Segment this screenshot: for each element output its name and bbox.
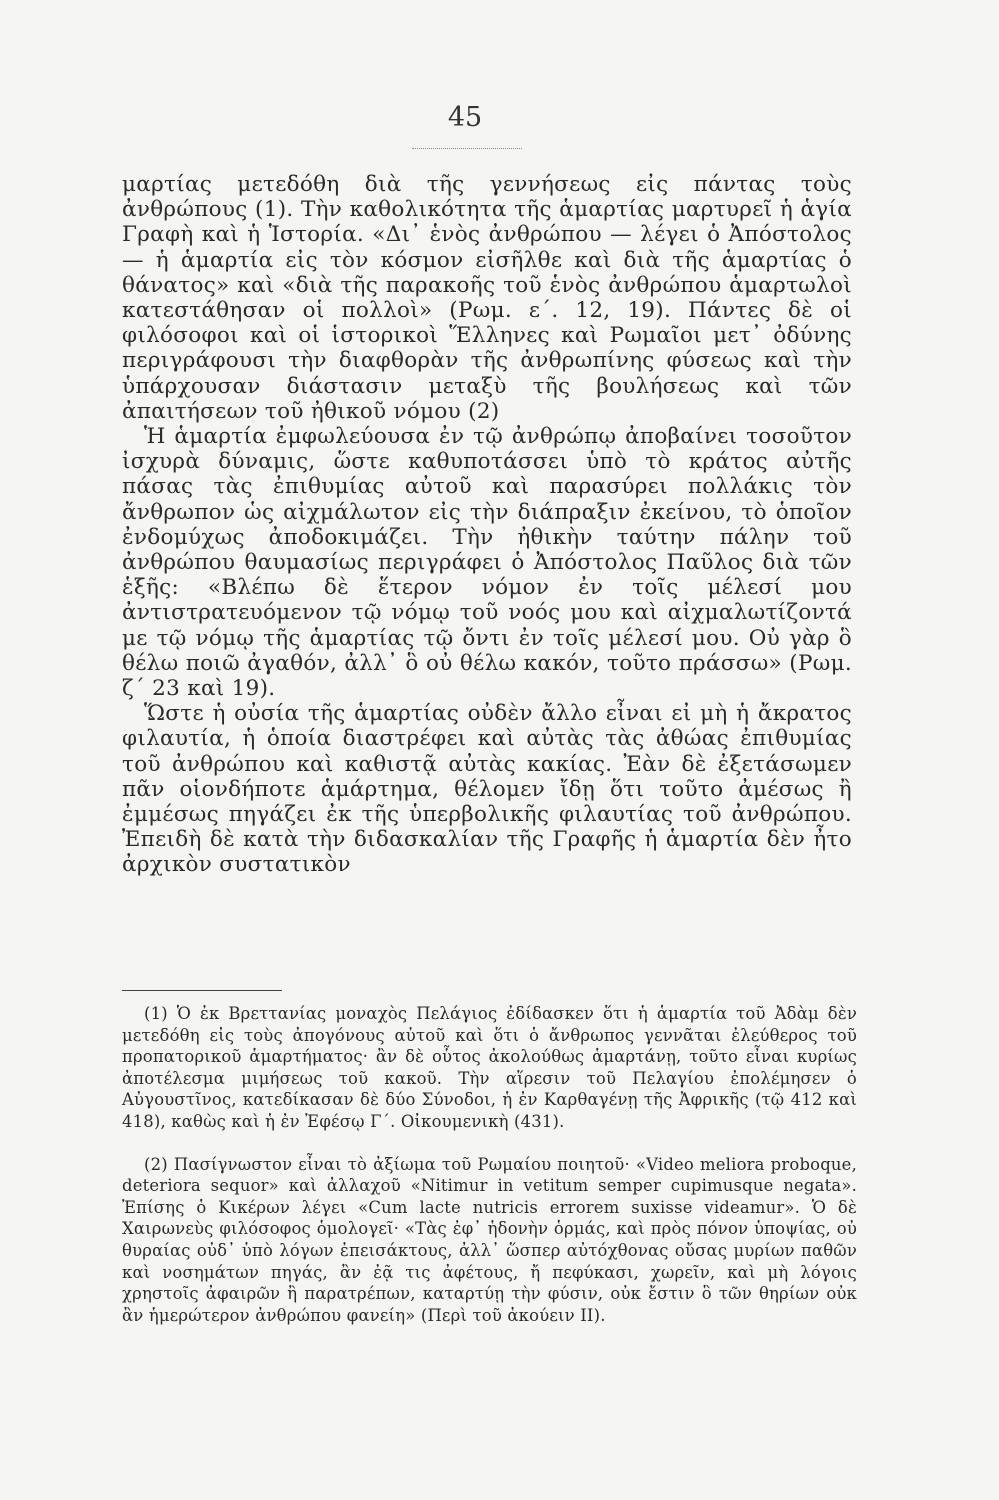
page-number-divider	[412, 148, 522, 149]
footnote-divider	[122, 990, 282, 991]
body-paragraph: Ἡ ἁμαρτία ἐμφωλεύουσα ἐν τῷ ἀνθρώπῳ ἀποβαίνει τοσοῦτον ἰσχυρὰ δύναμις, ὥστε καθυποτάσσει ὑπὸ τὸ κράτος αὐτῆς πάσας τὰς ἐπιθυμίας αὐτοῦ καὶ παρασύρει πολλάκις τὸν ἄνθρωπον ὡς αἰχμάλωτον εἰς τὴν διάπραξιν ἐκείνου, τὸ ὁποῖον ἐνδομύχως ἀποδοκιμάζει. Τὴν ἠθικὴν ταύτην πάλην τοῦ ἀνθρώπου θαυμασίως περιγράφει ὁ Ἀπόστολος Παῦλος διὰ τῶν ἑξῆς: «Βλέπω δὲ ἕτερον νόμον ἐν τοῖς μέλεσί μου ἀντιστρατευόμενον τῷ νόμῳ τοῦ νοός μου καὶ αἰχμαλωτίζοντά με τῷ νόμῳ τῆς ἁμαρτίας τῷ ὄντι ἐν τοῖς μέλεσί μου. Οὐ γὰρ ὃ θέλω ποιῶ ἀγαθόν, ἀλλ᾿ ὃ οὐ θέλω κακόν, τοῦτο πράσσω» (Ρωμ. ζ΄ 23 καὶ 19).	[122, 424, 852, 702]
footnote-2: (2) Πασίγνωστον εἶναι τὸ ἀξίωμα τοῦ Ρωμαίου ποιητοῦ· «Video meliora proboque, deteriora sequor» καὶ ἀλλαχοῦ «Nitimur in vetitum semper cupimusque negata». Ἐπίσης ὁ Κικέρων λέγει «Cum lacte nutricis errorem suxisse videamur». Ὁ δὲ Χαιρωνεὺς φιλόσοφος ὁμολογεῖ· «Τὰς ἐφ᾿ ἡδονὴν ὁρμάς, καὶ πρὸς πόνον ὑποψίας, οὐ θυραίας οὐδ᾿ ὑπὸ λόγων ἐπεισάκτους, ἀλλ᾿ ὥσπερ αὐτόχθονας οὔσας μυρίων παθῶν καὶ νοσημάτων πηγάς, ἂν ἐᾷ τις ἀφέτους, ἤ πεφύκασι, χωρεῖν, καὶ μὴ λόγοις χρηστοῖς ἀφαιρῶν ἢ παρατρέπων, καταρτύῃ τὴν φύσιν, οὐκ ἔστιν ὃ τῶν θηρίων οὐκ ἂν ἡμερώτερον ἀνθρώπου φανείη» (Περὶ τοῦ ἀκούειν ΙΙ).	[122, 1154, 857, 1325]
page-number: 45	[447, 102, 483, 133]
footnote-1: (1) Ὁ ἐκ Βρεττανίας μοναχὸς Πελάγιος ἐδίδασκεν ὅτι ἡ ἁμαρτία τοῦ Ἀδὰμ δὲν μετεδόθη εἰς τοὺς ἀπογόνους αὐτοῦ καὶ ὅτι ὁ ἄνθρωπος γεννᾶται ἐλεύθερος τοῦ προπατορικοῦ ἁμαρτήματος· ἂν δὲ οὗτος ἀκολούθως ἁμαρτάνῃ, τοῦτο εἶναι κυρίως ἀποτέλεσμα μιμήσεως τοῦ κακοῦ. Τὴν αἵρεσιν τοῦ Πελαγίου ἐπολέμησεν ὁ Αὐγουστῖνος, κατεδίκασαν δὲ δύο Σύνοδοι, ἡ ἐν Καρθαγένῃ τῆς Ἀφρικῆς (τῷ 412 καὶ 418), καθὼς καὶ ἡ ἐν Ἐφέσῳ Γ΄. Οἰκουμενικὴ (431).	[122, 1004, 857, 1131]
body-paragraph: Ὥστε ἡ οὐσία τῆς ἁμαρτίας οὐδὲν ἄλλο εἶναι εἰ μὴ ἡ ἄκρατος φιλαυτία, ἡ ὁποία διαστρέφει καὶ αὐτὰς τὰς ἀθώας ἐπιθυμίας τοῦ ἀνθρώπου καὶ καθιστᾷ αὐτὰς κακίας. Ἐὰν δὲ ἐξετάσωμεν πᾶν οἱονδήποτε ἁμάρτημα, θέλομεν ἴδῃ ὅτι τοῦτο ἀμέσως ἢ ἐμμέσως πηγάζει ἐκ τῆς ὑπερβολικῆς φιλαυτίας τοῦ ἀνθρώπου. Ἐπειδὴ δὲ κατὰ τὴν διδασκαλίαν τῆς Γραφῆς ἡ ἁμαρτία δὲν ἦτο ἀρχικὸν συστατικὸν	[122, 701, 852, 878]
footnotes	[122, 1003, 857, 1326]
body-paragraph: μαρτίας μετεδόθη διὰ τῆς γεννήσεως εἰς πάντας τοὺς ἀνθρώπους (1). Τὴν καθολικότητα τῆς ἁμαρτίας μαρτυρεῖ ἡ ἁγία Γραφὴ καὶ ἡ Ἱστορία. «Δι᾿ ἑνὸς ἀνθρώπου — λέγει ὁ Ἀπόστολος — ἡ ἁμαρτία εἰς τὸν κόσμον εἰσῆλθε καὶ διὰ τῆς ἁμαρτίας ὁ θάνατος» καὶ «διὰ τῆς παρακοῆς τοῦ ἑνὸς ἀνθρώπου ἁμαρτωλοὶ κατεστάθησαν οἱ πολλοὶ» (Ρωμ. ε΄. 12, 19). Πάντες δὲ οἱ φιλόσοφοι καὶ οἱ ἱστορικοὶ Ἕλληνες καὶ Ρωμαῖοι μετ᾿ ὀδύνης περιγράφουσι τὴν διαφθορὰν τῆς ἀνθρωπίνης φύσεως καὶ τὴν ὑπάρχουσαν διάστασιν μεταξὺ τῆς βουλήσεως καὶ τῶν ἀπαιτήσεων τοῦ ἠθικοῦ νόμου (2)	[122, 172, 852, 424]
body-text	[122, 172, 852, 878]
